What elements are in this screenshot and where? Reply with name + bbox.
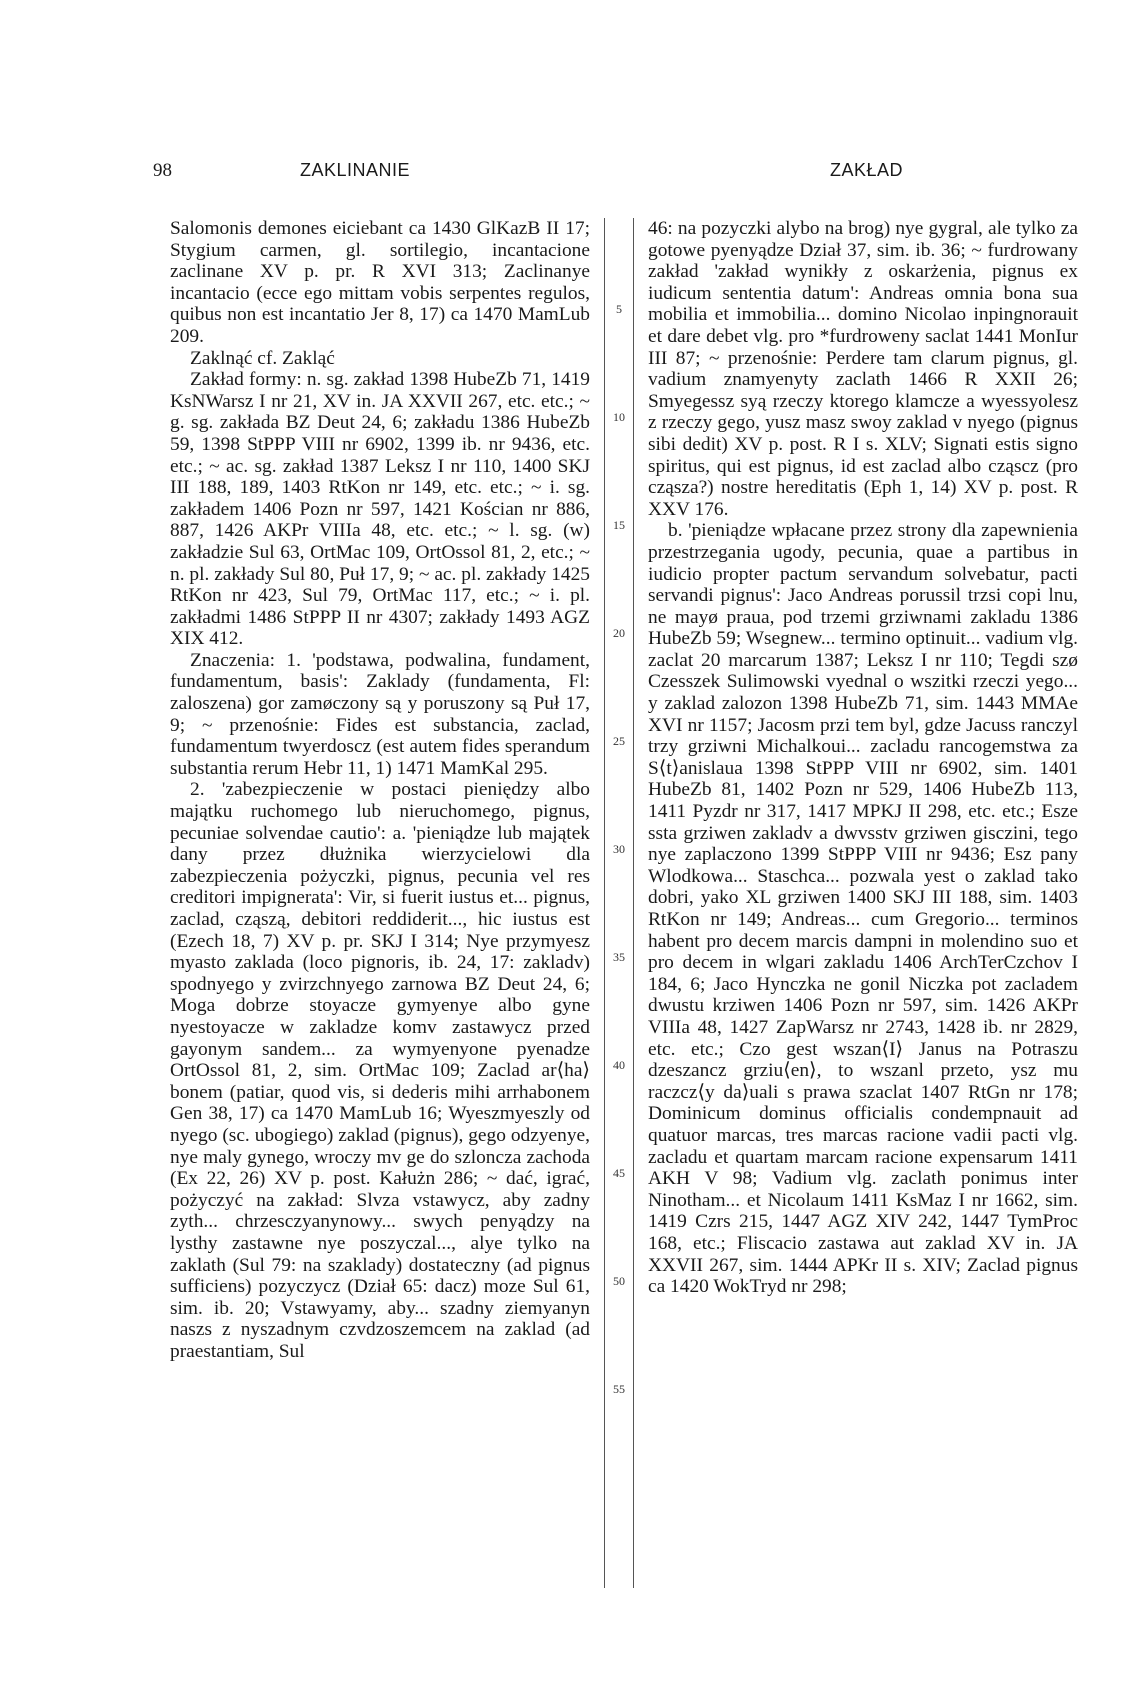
- cross-reference: Zaklnąć cf. Zakląć: [190, 347, 335, 369]
- entry-meaning-2a: 2. 'zabezpieczenie w postaci pieniędzy albo majątku ruchomego lub nieruchomego, pignus, pecuniae solvendae cautio': a. 'pieniądze lub majątek dany przez dłużnika wierzycielowi dla zabezpieczenia pożyczki, pignus, pecunia vel res creditori impignerata': Vir, si fuerit iustus et... pignus, zaclad, cząszą, debitori reddiderit..., hic iustus est (Ezech 18, 7) XV p. pr. SKJ I 314; Nye przymyesz myasto zaklada (loco pignoris, ib. 24, 17: zakladv) spodnyego y zvirzchnyego zarnowa BZ Deut 24, 6; Moga dobrze stoyacze gymyenye albo gyne nyestoyacze w zakladze komv zastawycz przed gayonym sandem... za wymyenyone pyenadze OrtOssol 81, 2, sim. OrtMac 109; Zaclad ar⟨ha⟩bonem (patiar, quod vis, si dederis mihi arrhabonem Gen 38, 17) ca 1470 MamLub 16; Wyeszmyeszly od nyego (sc. ubogiego) zaklad (pignus), gego odzyenye, nye maly gynego, wroczy mv ge do szloncza zachoda (Ex 22, 26) XV p. post. Kałużn 286; ~ dać, igrać, pożyczyć na zakład: Slvza vstawycz, aby zadny zyth... chrzesczyanynowy... swych penyądzy na lysthy zastawne nye poszyczal..., alye tylko na zaklath (Sul 79: na szaklady) dostateczny (ad pignus sufficiens) pozyczycz (Dział 65: dacz) moze Sul 61, sim. ib. 20; Vstawyamy, aby... szadny ziemyanyn naszs z nyszadnym czvdzoszemcem na zaklad (ad praestantiam, Sul: [170, 779, 590, 1362]
- line-number: 40: [613, 1058, 625, 1072]
- entry-forms: Zakład formy: n. sg. zakład 1398 HubeZb 71, 1419 KsNWarsz I nr 21, XV in. JA XXVII 267, etc. etc.; ~ g. sg. zakłada BZ Deut 24, 6; zakładu 1386 HubeZb 59, 1398 StPPP VIII nr 6902, 1399 ib. nr 9436, etc. etc.; ~ ac. sg. zakład 1387 Leksz I nr 110, 1400 SKJ III 188, 189, 1403 RtKon nr 149, etc. etc.; ~ i. sg. zakładem 1406 Pozn nr 597, 1421 Kościan nr 886, 887, 1426 AKPr VIIIa 48, etc. etc.; ~ l. sg. (w) zakładzie Sul 63, OrtMac 109, OrtOssol 81, 2, etc.; ~ n. pl. zakłady Sul 80, Puł 17, 9; ~ ac. pl. zakłady 1425 RtKon nr 423, Sul 79, OrtMac 117, etc.; ~ i. pl. zakładmi 1486 StPPP II nr 4307; zakłady 1493 AGZ XIX 412.: [170, 369, 590, 650]
- line-number: 25: [613, 734, 625, 748]
- page-number: 98: [153, 160, 172, 181]
- running-head-right: ZAKŁAD: [830, 160, 904, 180]
- column-rule-right: [633, 218, 634, 1588]
- line-number: 50: [613, 1274, 625, 1288]
- line-number: 35: [613, 950, 625, 964]
- line-number: 30: [613, 842, 625, 856]
- line-number: 45: [613, 1166, 625, 1180]
- entry-meaning-2b: b. 'pieniądze wpłacane przez strony dla zapewnienia przestrzegania ugody, pecunia, quae a partibus in iudicio propter pactum servandum solvebatur, pacti servandi pignus': Jaco Andreas porussil trzsi copi lnu, ne mayø praua, pod trzemi grziwnami zakladu 1386 HubeZb 59; Wsegnew... termino optinuit... vadium vlg. zaclat 20 marcarum 1387; Leksz I nr 110; Tegdi szø Czesszek Sulimowski vyednal o wszitki rzeczi yego... y zaklad zalozon 1398 HubeZb 71, sim. 1443 MMAe XVI nr 1157; Jacosm przi tem byl, gdze Jacuss ranczyl trzy grziwni Michalkoui... zacladu rancogemstwa za S⟨t⟩anislaua 1398 StPPP VIII nr 6902, sim. 1401 HubeZb 81, 1402 Pozn nr 529, 1406 HubeZb 113, 1411 Pyzdr nr 317, 1417 MPKJ II 298, etc. etc.; Esze ssta grziwen zakladv a dwvsstv grziwen gisczini, tego nye zaplaczono 1399 StPPP VIII nr 9436; Esz pany Wlodkowa... Staschca... pozwala yest o zaklad tako dobri, yako XL grziwen 1400 SKJ III 188, sim. 1403 RtKon nr 149; Andreas... cum Gregorio... terminos habent pro decem marcis dampni in molendino suo et pro decem in wlgari zakladu 1406 ArchTerCzchov I 184, 6; Jaco Hynczka ne gonil Niczka pot zacladem dwustu krziwen 1406 Pozn nr 597, sim. 1426 AKPr VIIIa 48, 1427 ZapWarsz nr 2743, 1428 ib. nr 2829, etc. etc.; Czo gest wszan⟨I⟩ Janus na Potraszu dzeszancz grziu⟨en⟩, to wszanl przeto, ysz mu raczcz⟨y da⟩uali s prawa szaclat 1407 RtGn nr 178; Dominicum dominus officialis condempnauit ad quatuor marcas, tres marcas racione vadii pacti vlg. zacladu et quartam marcam racione expensarum 1411 AKH V 98; Vadium vlg. zaclath ponimus inter Ninotham... et Nicolaum 1411 KsMaz I nr 1662, sim. 1419 Czrs 215, 1447 AGZ XIV 242, 1447 TymProc 168, etc.; Fliscacio zastawa aut zaklad XV in. JA XXVII 267, sim. 1444 APKr II s. XIV; Zaclad pignus ca 1420 WokTryd nr 298;: [648, 520, 1078, 1298]
- line-number: 15: [613, 518, 625, 532]
- entry-meaning-1: Znaczenia: 1. 'podstawa, podwalina, fundament, fundamentum, basis': Zaklady (fundamenta, Fl: zaloszena) gor zamøczony są y poruszony są Puł 17, 9; ~ przenośnie: Fides est substancia, zaclad, fundamentum twyerdoscz (est autem fides sperandum substantia rerum Hebr 11, 1) 1471 MamKal 295.: [170, 649, 590, 779]
- left-column: [170, 218, 590, 1362]
- entry-text-continued: 46: na pozyczki alybo na brog) nye gygral, ale tylko za gotowe pyenyądze Dział 37, sim. ib. 36; ~ furdrowany zakład 'zakład wynikły z oskarżenia, pignus ex iudicum sententia datum': Andreas omnia bona sua mobilia et immobilia... domino Nicolao inpingnorauit et dare debet vlg. pro *furdroweny saclat 1441 MonIur III 87; ~ przenośnie: Perdere tam clarum pignus, gl. vadium znamyenyty zaclath 1466 R XXII 26; Smyegessz syą rzeczy ktorego klamcze a wyessyolesz z rzeczy gego, yusz masz swoy zaklad v nyego (pignus sibi dedit) XV p. post. R I s. XLV; Signati estis signo spiritus, qui est pignus, id est zaclad albo cząscz (pro cząsza?) nostre hereditatis (Eph 1, 14) XV p. post. R XXV 176.: [648, 218, 1078, 520]
- right-column: [648, 218, 1078, 1298]
- line-number: 55: [613, 1382, 625, 1396]
- entry-text: Salomonis demones eiciebant ca 1430 GlKazB II 17; Stygium carmen, gl. sortilegio, incantacione zaclinane XV p. pr. R XVI 313; Zaclinanye incantacio (ecce ego mittam vobis serpentes regulos, quibus non est incantatio Jer 8, 17) ca 1470 MamLub 209.: [170, 218, 590, 347]
- line-number: 5: [616, 302, 622, 316]
- line-number: 10: [613, 410, 625, 424]
- line-number: 20: [613, 626, 625, 640]
- column-rule-left: [604, 218, 605, 1588]
- running-head-left: ZAKLINANIE: [300, 160, 411, 180]
- page-header: [0, 160, 1126, 190]
